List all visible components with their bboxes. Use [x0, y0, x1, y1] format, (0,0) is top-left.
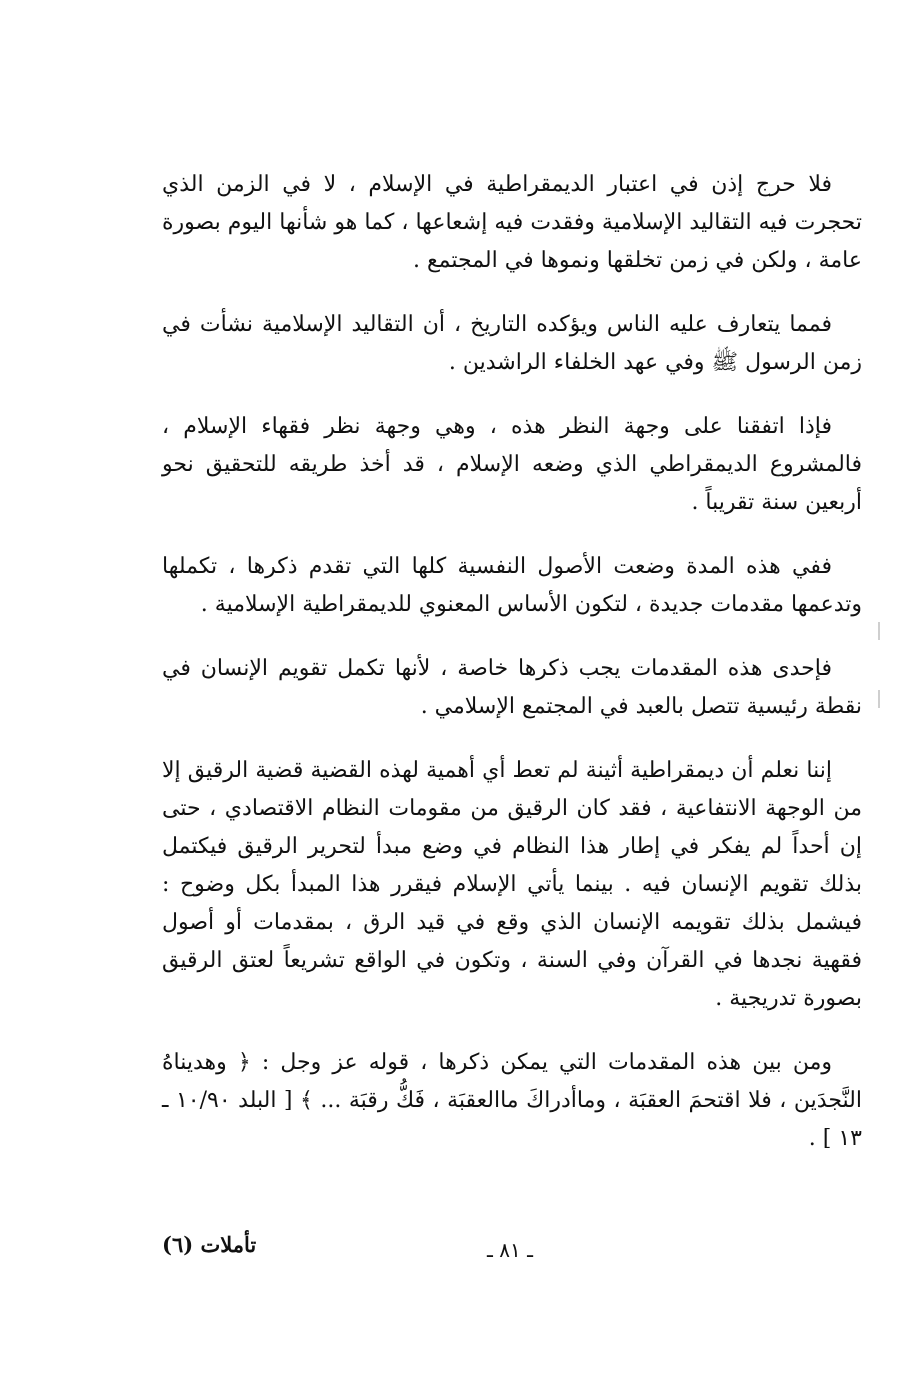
paragraph-2: فمما يتعارف عليه الناس ويؤكده التاريخ ، أن التقاليد الإسلامية نشأت في زمن الرسول ﷺ وفي عهد الخلفاء الراشدين .	[162, 312, 862, 375]
margin-mark	[878, 622, 880, 640]
page-number: ـ ٨١ ـ	[487, 1238, 533, 1262]
body-text	[162, 166, 862, 1158]
paragraph-1: فلا حرج إذن في اعتبار الديمقراطية في الإسلام ، لا في الزمن الذي تحجرت فيه التقاليد الإسلامية وفقدت فيه إشعاعها ، كما هو شأنها اليوم بصورة عامة ، ولكن في زمن تخلقها ونموها في المجتمع .	[162, 172, 862, 273]
paragraph-6: إننا نعلم أن ديمقراطية أثينة لم تعط أي أهمية لهذه القضية قضية الرقيق إلا من الوجهة الانتفاعية ، فقد كان الرقيق من مقومات النظام الاقتصادي ، حتى إن أحداً لم يفكر في إطار هذا النظام في وضع مبدأ لتحرير الرقيق فيكتمل بذلك تقويم الإنسان فيه . بينما يأتي الإسلام فيقرر هذا المبدأ بكل وضوح : فيشمل بذلك تقويمه الإنسان الذي وقع في قيد الرق ، بمقدمات أو أصول فقهية نجدها في القرآن وفي السنة ، وتكون في الواقع تشريعاً لعتق الرقيق بصورة تدريجية .	[162, 758, 862, 1011]
paragraph-3: فإذا اتفقنا على وجهة النظر هذه ، وهي وجهة نظر فقهاء الإسلام ، فالمشروع الديمقراطي الذي وضعه الإسلام ، قد أخذ طريقه للتحقيق نحو أربعين سنة تقريباً .	[162, 414, 862, 515]
margin-mark	[878, 690, 880, 708]
signature-mark: تأملات (٦)	[162, 1232, 257, 1257]
paragraph-5: فإحدى هذه المقدمات يجب ذكرها خاصة ، لأنها تكمل تقويم الإنسان في نقطة رئيسية تتصل بالعبد في المجتمع الإسلامي .	[162, 656, 862, 719]
paragraph-7: ومن بين هذه المقدمات التي يمكن ذكرها ، قوله عز وجل : ﴿ وهديناهُ النَّجدَين ، فلا اقتحمَ العقبَة ، وماأدراكَ ماالعقبَة ، فَكُّ رقبَة ... ﴾ [ البلد ١٠/٩٠ ـ ١٣ ] .	[162, 1050, 862, 1151]
paragraph-4: ففي هذه المدة وضعت الأصول النفسية كلها التي تقدم ذكرها ، تكملها وتدعمها مقدمات جديدة ، لتكون الأساس المعنوي للديمقراطية الإسلامية .	[162, 554, 862, 617]
